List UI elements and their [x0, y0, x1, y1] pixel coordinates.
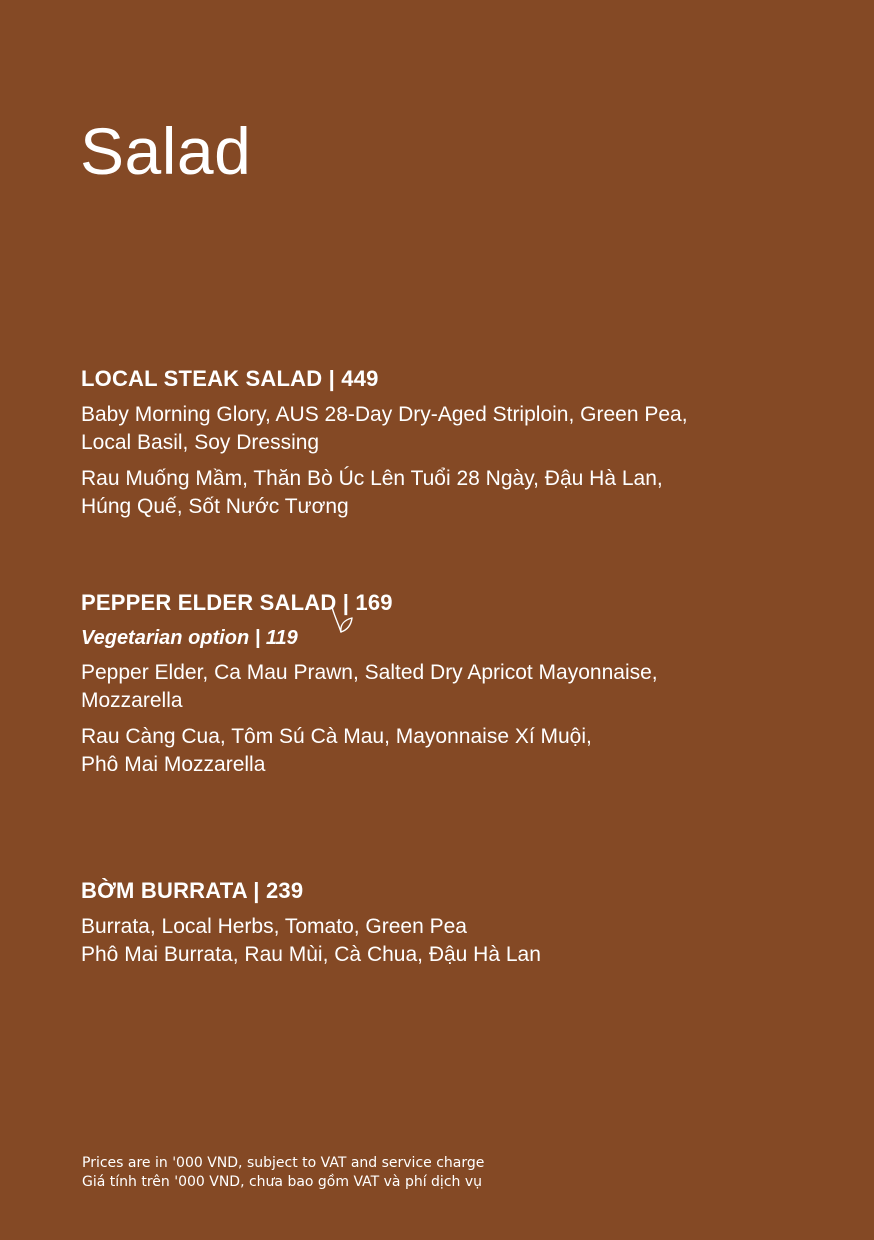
menu-item-description-vi — [81, 941, 801, 969]
description-line: Pepper Elder, Ca Mau Prawn, Salted Dry Apricot Mayonnaise, — [81, 661, 658, 684]
description-line: Burrata, Local Herbs, Tomato, Green Pea — [81, 915, 467, 938]
description-line: Phô Mai Mozzarella — [81, 753, 266, 776]
menu-item-name: BỜM BURRATA | 239 — [81, 878, 304, 903]
description-line: Phô Mai Burrata, Rau Mùi, Cà Chua, Đậu Hà Lan — [81, 943, 541, 966]
description-line: Local Basil, Soy Dressing — [81, 431, 320, 454]
menu-item-description-en — [81, 659, 801, 715]
price-note — [82, 1154, 484, 1192]
menu-item-name: LOCAL STEAK SALAD | 449 — [81, 366, 379, 391]
vegetarian-leaf-icon — [329, 605, 355, 635]
description-line: Rau Muống Mầm, Thăn Bò Úc Lên Tuổi 28 Ngày, Đậu Hà Lan, — [81, 467, 663, 490]
menu-item-pepper-elder-salad — [81, 589, 801, 779]
menu-item-name — [81, 589, 393, 617]
description-line: Baby Morning Glory, AUS 28-Day Dry-Aged Striploin, Green Pea, — [81, 403, 688, 426]
price-note-vi: Giá tính trên '000 VND, chưa bao gồm VAT và phí dịch vụ — [82, 1174, 483, 1190]
description-line: Mozzarella — [81, 689, 183, 712]
description-line: Húng Quế, Sốt Nước Tương — [81, 495, 349, 518]
menu-item-name-text: PEPPER ELDER SALAD | 169 — [81, 590, 393, 615]
menu-item-local-steak-salad — [81, 365, 801, 521]
menu-item-bom-burrata — [81, 877, 801, 969]
menu-item-description-vi — [81, 723, 801, 779]
description-line: Rau Càng Cua, Tôm Sú Cà Mau, Mayonnaise Xí Muội, — [81, 725, 592, 748]
price-note-en: Prices are in '000 VND, subject to VAT and service charge — [82, 1155, 485, 1171]
vegetarian-option: Vegetarian option | 119 — [81, 627, 298, 649]
page-title: Salad — [80, 114, 252, 188]
menu-item-description-vi — [81, 465, 801, 521]
menu-item-description-en — [81, 401, 801, 457]
menu-item-description-en — [81, 913, 801, 941]
